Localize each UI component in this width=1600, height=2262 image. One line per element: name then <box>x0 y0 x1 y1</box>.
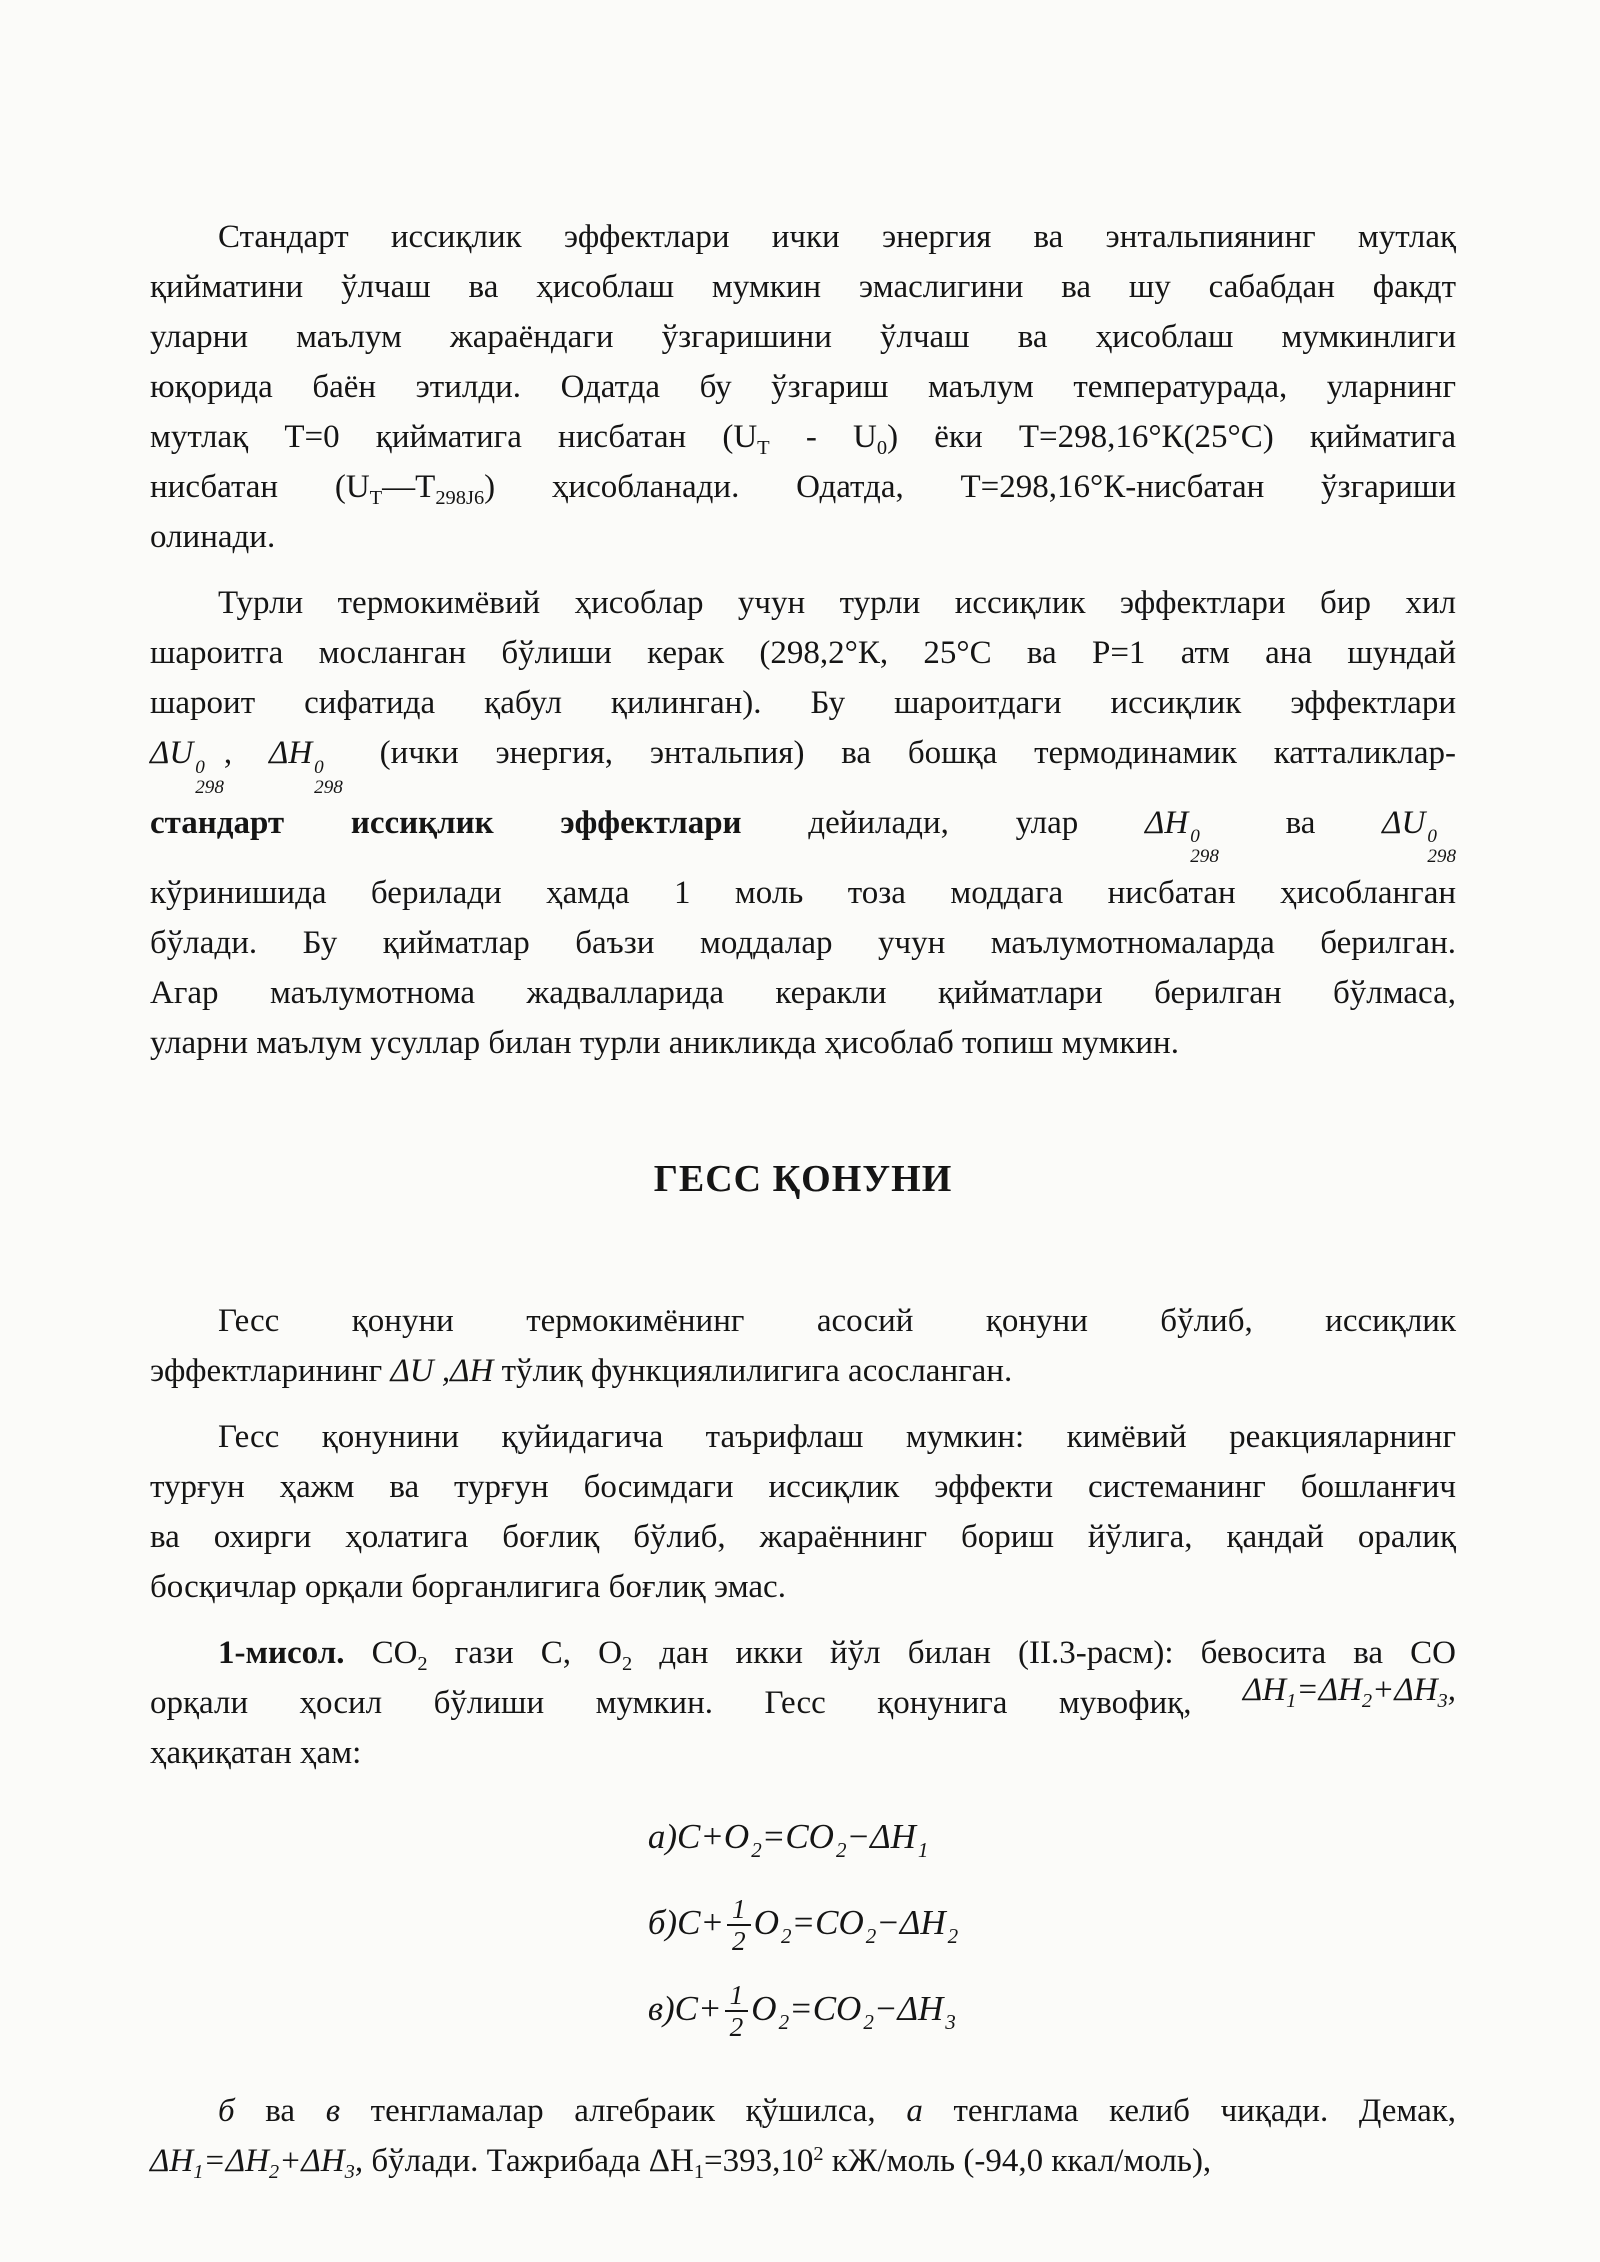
paragraph-conclusion <box>150 2086 1456 2186</box>
text-run: ΔH <box>150 2142 194 2179</box>
text-run: CO <box>344 1634 418 1671</box>
text-line <box>150 1296 1456 1346</box>
text-run: ΔU 0 298 <box>150 735 224 798</box>
paragraph-standard-heat-effects <box>150 212 1456 562</box>
text-line <box>150 968 1456 1018</box>
text-run: бўлади. Тажрибада ΔН <box>363 2142 694 2179</box>
text-run: Стандарт иссиқлик эффектлари ички энергия ва энтальпиянинг мутлақ <box>218 219 1456 255</box>
text-run <box>1243 1665 1456 1715</box>
text-column <box>150 212 1456 2202</box>
text-run: C+ <box>674 1988 722 2028</box>
equation <box>648 1880 958 1966</box>
text-run: ҳақиқатан ҳам: <box>150 1734 362 1771</box>
text-run: —Т <box>382 469 436 505</box>
text-line <box>150 1562 1456 1612</box>
text-run: - U <box>769 419 877 455</box>
text-run: дейилади, улар <box>741 804 1145 841</box>
text-line <box>150 2136 1456 2186</box>
text-run: 298J6 <box>435 487 485 510</box>
text-run: ) <box>665 1902 678 1942</box>
text-run: ΔU 0 298 <box>1382 804 1456 868</box>
text-run: ΔH 0 298 <box>268 735 343 798</box>
text-run: тўлиқ функциялилигига асосланган. <box>493 1352 1013 1389</box>
text-run: 3 <box>945 2009 956 2034</box>
text-line <box>150 1462 1456 1512</box>
text-line <box>150 1728 1456 1778</box>
text-run: 3 <box>344 2160 355 2183</box>
text-run: 3 <box>1437 1689 1448 1712</box>
paragraph-hess-law-intro <box>150 1296 1456 1396</box>
text-run: 2 <box>1361 1689 1373 1712</box>
text-run: юқорида баён этилди. Одатда бу ўзгариш маълум температурада, уларнинг <box>150 369 1456 405</box>
text-run: Т <box>369 487 383 510</box>
text-run: + <box>279 2142 302 2179</box>
text-run: ΔH <box>225 2142 269 2179</box>
text-run: , <box>354 2142 364 2179</box>
text-run: ΔH <box>1394 1671 1438 1708</box>
text-run: + <box>1372 1671 1395 1708</box>
text-run: Агар маълумотнома жадвалларида керакли қийматлари берилган бўлмаса, <box>150 974 1456 1011</box>
text-run: O <box>753 1902 779 1942</box>
text-run: ΔH <box>301 2142 345 2179</box>
text-line <box>150 262 1456 312</box>
text-run: =393,10 <box>704 2142 814 2179</box>
text-run: босқичлар орқали борганлигига боғлиқ эмас. <box>150 1568 786 1605</box>
text-run: ва <box>234 2092 326 2129</box>
text-line <box>150 1412 1456 1462</box>
text-line <box>150 868 1456 918</box>
text-run: 2 <box>621 1652 633 1675</box>
body-text-lower <box>150 1296 1456 2186</box>
text-run: ) ёки Т=298,16°К(25°С) қийматига <box>887 419 1456 455</box>
text-line <box>150 412 1456 462</box>
text-run: уларни маълум усуллар билан турли аникликда ҳисоблаб топиш мумкин. <box>150 1024 1179 1061</box>
text-run: $\frac{1}{2}$ <box>727 1894 751 1957</box>
body-text-upper <box>150 212 1456 1068</box>
text-line <box>150 462 1456 512</box>
text-run: Турли термокимёвий ҳисоблар учун турли иссиқлик эффектлари бир хил <box>218 585 1456 621</box>
text-run: 2 <box>751 1837 762 1862</box>
text-line <box>150 628 1456 678</box>
text-run: олинади. <box>150 519 276 555</box>
text-run: Гесс қонуни термокимёнинг асосий қонуни бўлиб, иссиқлик <box>218 1302 1456 1339</box>
text-line <box>150 578 1456 628</box>
text-run: кўринишида берилади ҳамда 1 моль тоза моддага нисбатан ҳисобланган <box>150 874 1456 911</box>
section-heading: ГЕСС ҚОНУНИ <box>653 1157 953 1200</box>
text-run: 2 <box>835 1837 847 1862</box>
text-line <box>150 678 1456 728</box>
text-run: ΔH <box>1242 1671 1287 1708</box>
text-line <box>150 1512 1456 1562</box>
text-run: −ΔH <box>846 1816 916 1856</box>
text-run: Т <box>757 437 770 460</box>
text-run: 2 <box>268 2160 280 2183</box>
equation-block <box>150 1794 1456 2052</box>
text-run <box>150 2142 364 2183</box>
text-run: ΔH 0 298 <box>1144 804 1219 868</box>
text-run: бўлади. Бу қийматлар баъзи моддалар учун маълумотномаларда берилган. <box>150 924 1456 961</box>
text-run: 1 <box>917 1837 929 1862</box>
text-line <box>150 212 1456 262</box>
text-run: турғун ҳажм ва турғун босимдаги иссиқлик эффекти системанинг бошланғич <box>150 1468 1456 1505</box>
text-run: $\frac{1}{2}$ <box>725 1980 749 2043</box>
text-run: б <box>647 1902 666 1942</box>
paragraph-example-1 <box>150 1628 1456 1778</box>
text-line <box>150 2086 1456 2136</box>
text-line <box>150 918 1456 968</box>
text-run: в <box>647 1988 664 2028</box>
text-run: 2 <box>780 1923 792 1948</box>
text-run: а <box>906 2092 923 2129</box>
text-run: −ΔH <box>876 1902 946 1942</box>
text-run: , <box>1447 1671 1456 1708</box>
text-run: а <box>647 1816 666 1856</box>
text-run: шароитга мосланган бўлиши керак (298,2°К, 25°С ва Р=1 атм ана шундай <box>150 635 1456 671</box>
text-run: в <box>325 2092 341 2129</box>
text-run: ΔU ,ΔH <box>390 1352 494 1389</box>
text-run: кЖ/моль (-94,0 ккал/моль), <box>823 2142 1212 2179</box>
text-run: ΔH <box>1318 1671 1362 1708</box>
paragraph-hess-law-definition <box>150 1412 1456 1612</box>
text-run: ва <box>1218 804 1383 841</box>
text-run: = <box>203 2142 226 2179</box>
text-line <box>150 312 1456 362</box>
text-line <box>150 798 1456 868</box>
text-run: =CO <box>761 1816 834 1856</box>
text-run: қийматини ўлчаш ва ҳисоблаш мумкин эмаслигини ва шу сабабдан факдт <box>150 269 1456 305</box>
text-run: , <box>223 735 269 771</box>
text-run: ) <box>663 1988 675 2028</box>
text-run: −ΔH <box>873 1988 944 2028</box>
text-run: гази C, O <box>427 1634 622 1671</box>
text-run: 2 <box>417 1652 428 1675</box>
text-run: 1 <box>193 2160 204 2183</box>
text-run: шароит сифатида қабул қилинган). Бу шароитдаги иссиқлик эффектлари <box>150 685 1456 721</box>
text-line <box>150 1018 1456 1068</box>
text-run: 2 <box>778 2009 790 2034</box>
text-run: ) <box>665 1816 677 1856</box>
text-run: 1 <box>693 2160 705 2183</box>
text-run: нисбатан (U <box>150 469 370 505</box>
text-run: ва охирги ҳолатига боғлиқ бўлиб, жараённинг бориш йўлига, қандай оралиқ <box>150 1518 1456 1555</box>
text-line <box>150 728 1456 798</box>
text-line <box>150 362 1456 412</box>
text-run: Гесс қонунини қуйидагича таърифлаш мумкин: кимёвий реакцияларнинг <box>218 1418 1456 1455</box>
text-run: эффектларининг <box>150 1352 391 1389</box>
text-line <box>150 1346 1456 1396</box>
text-run: 1 <box>1286 1689 1297 1712</box>
text-run: 2 <box>865 1923 877 1948</box>
text-run: 2 <box>813 2142 824 2165</box>
text-run: C+ <box>677 1902 725 1942</box>
paragraph-standard-conditions <box>150 578 1456 1068</box>
text-run: O <box>751 1988 777 2028</box>
equation <box>648 1794 958 1880</box>
equation <box>648 1966 958 2052</box>
text-run: ) ҳисобланади. Одатда, Т=298,16°К-нисбатан ўзгариши <box>484 469 1456 505</box>
text-run: 0 <box>876 437 888 460</box>
text-line <box>150 1671 1456 1728</box>
equation-lines <box>648 1794 958 2052</box>
text-run: стандарт иссиқлик эффектлари <box>150 804 742 841</box>
text-run: = <box>1296 1671 1319 1708</box>
text-run: уларни маълум жараёндаги ўзгаришини ўлчаш ва ҳисоблаш мумкинлиги <box>150 319 1456 355</box>
text-run: =CO <box>789 1988 862 2028</box>
text-run: дан икки йўл билан (II.3-расм): бевосита ва CO <box>632 1634 1456 1671</box>
text-run: 1-мисол. <box>218 1634 345 1671</box>
text-run: =CO <box>791 1902 864 1942</box>
text-run: мутлақ Т=0 қийматига нисбатан (U <box>150 419 758 455</box>
text-run: орқали ҳосил бўлиши мумкин. Гесс қонунига мувофиқ, <box>150 1684 1243 1721</box>
text-run: C+O <box>676 1816 750 1856</box>
text-run: 2 <box>947 1923 959 1948</box>
text-run: тенглама келиб чиқади. Демак, <box>922 2092 1456 2129</box>
text-run: 2 <box>863 2009 874 2034</box>
text-run: (ички энергия, энтальпия) ва бошқа термодинамик катталиклар- <box>342 735 1457 771</box>
text-line <box>150 512 1456 562</box>
text-run: б <box>218 2092 235 2129</box>
text-run: тенгламалар алгебраик қўшилса, <box>340 2092 907 2129</box>
